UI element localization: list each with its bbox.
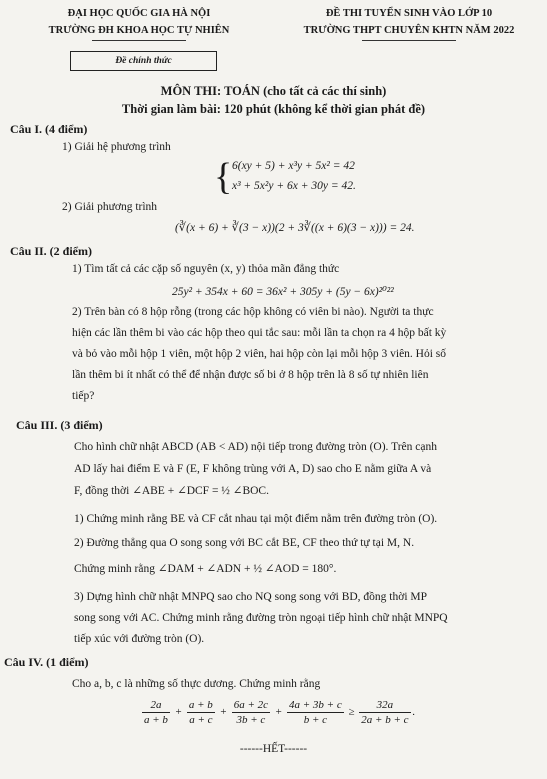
- header-right-underline: [362, 40, 456, 41]
- question-3-part-2-line-2: Chứng minh rằng ∠DAM + ∠ADN + ½ ∠AOD = 180°.: [74, 563, 337, 575]
- fraction-1: $\frac{2a}{a + b}$: [144, 699, 168, 726]
- question-3-part-2-line-1: 2) Đường thẳng qua O song song với BC cắt BE, CF theo thứ tự tại M, N.: [74, 537, 415, 549]
- q2-p2-line: lần thêm bi ít nhất có thể để nhận được số bi ở 8 hộp trên là 8 số tự nhiên liên: [72, 369, 429, 381]
- fraction-3: $\frac{6a + 2c}{3b + c}$: [233, 699, 269, 726]
- q3-p3-line: song song với AC. Chứng minh rằng đường tròn ngoại tiếp hình chữ nhật MNPQ: [74, 612, 448, 624]
- diophantine-equation: 25y² + 354x + 60 = 36x² + 305y + (5y − 6x)²⁰²²: [172, 286, 394, 298]
- faculty-name: TRƯỜNG ĐH KHOA HỌC TỰ NHIÊN: [48, 25, 230, 36]
- question-1-part-1: 1) Giải hệ phương trình: [62, 141, 171, 153]
- q2-p2-line: 2) Trên bàn có 8 hộp rỗng (trong các hộp không có viên bi nào). Người ta thực: [72, 306, 434, 318]
- header-left-underline: [92, 40, 186, 41]
- question-3-heading: Câu III. (3 điểm): [16, 418, 103, 432]
- radical-equation: (∛(x + 6) + ∛(3 − x))(2 + 3∛((x + 6)(3 − x))) = 24.: [175, 222, 415, 234]
- question-2-part-1: 1) Tìm tất cả các cặp số nguyên (x, y) thỏa mãn đẳng thức: [72, 263, 340, 275]
- q3-intro-line: Cho hình chữ nhật ABCD (AB < AD) nội tiếp trong đường tròn (O). Trên cạnh: [74, 441, 437, 453]
- system-brace: {: [214, 156, 233, 198]
- exam-title-header: ĐỀ THI TUYỂN SINH VÀO LỚP 10: [325, 8, 493, 19]
- question-2-heading: Câu II. (2 điểm): [10, 244, 93, 258]
- inequality: $\frac{2a}{a + b}$ + $\frac{a + b}{a + c}$ + $\frac{6a + 2c}{3b + c}$ + $\frac{4a + 3b + c}{b + c}$ ≥ $\frac{32a}{2a + b + c}$ .: [144, 699, 416, 726]
- system-equation-2: x³ + 5x²y + 6x + 30y = 42.: [232, 180, 356, 192]
- question-3-part-3: [74, 587, 532, 650]
- q3-p3-line: 3) Dựng hình chữ nhật MNPQ sao cho NQ song song với BD, đồng thời MP: [74, 591, 428, 603]
- fraction-rhs: $\frac{32a}{2a + b + c}$: [361, 699, 409, 726]
- system-equation-1: 6(xy + 5) + x³y + 5x² = 42: [232, 160, 355, 172]
- question-3-part-1: 1) Chứng minh rằng BE và CF cắt nhau tại một điểm nằm trên đường tròn (O).: [74, 513, 438, 525]
- q3-intro-line: AD lấy hai điểm E và F (E, F không trùng với A, D) sao cho E nằm giữa A và: [74, 463, 432, 475]
- exam-subject: MÔN THI: TOÁN (cho tất cả các thí sinh): [160, 84, 387, 98]
- q2-p2-line: hiện các lần thêm bi vào các hộp theo qui tắc sau: mỗi lần ta chọn ra 4 hộp bất kỳ: [72, 327, 447, 339]
- end-marker: ------HẾT------: [239, 743, 308, 755]
- university-name: ĐẠI HỌC QUỐC GIA HÀ NỘI: [67, 8, 211, 19]
- official-exam-box: Đề chính thức: [70, 51, 217, 71]
- fraction-4: $\frac{4a + 3b + c}{b + c}$: [289, 699, 342, 726]
- question-1-part-2: 2) Giải phương trình: [62, 201, 158, 213]
- exam-duration: Thời gian làm bài: 120 phút (không kể thời gian phát đề): [121, 102, 426, 116]
- school-year-header: TRƯỜNG THPT CHUYÊN KHTN NĂM 2022: [303, 25, 515, 36]
- q2-p2-line: tiếp?: [72, 390, 95, 402]
- question-2-part-2: [72, 302, 532, 407]
- q2-p2-line: và bỏ vào mỗi hộp 1 viên, một hộp 2 viên, hai hộp còn lại mỗi hộp 3 viên. Hỏi số: [72, 348, 447, 360]
- question-3-intro: [74, 436, 532, 502]
- question-1-heading: Câu I. (4 điểm): [10, 122, 88, 136]
- question-4-heading: Câu IV. (1 điểm): [4, 655, 89, 669]
- question-4-statement: Cho a, b, c là những số thực dương. Chứng minh rằng: [72, 678, 321, 690]
- fraction-2: $\frac{a + b}{a + c}$: [188, 699, 213, 726]
- q3-intro-line: F, đồng thời ∠ABE + ∠DCF = ½ ∠BOC.: [74, 485, 269, 497]
- q3-p3-line: tiếp xúc với đường tròn (O).: [74, 633, 205, 645]
